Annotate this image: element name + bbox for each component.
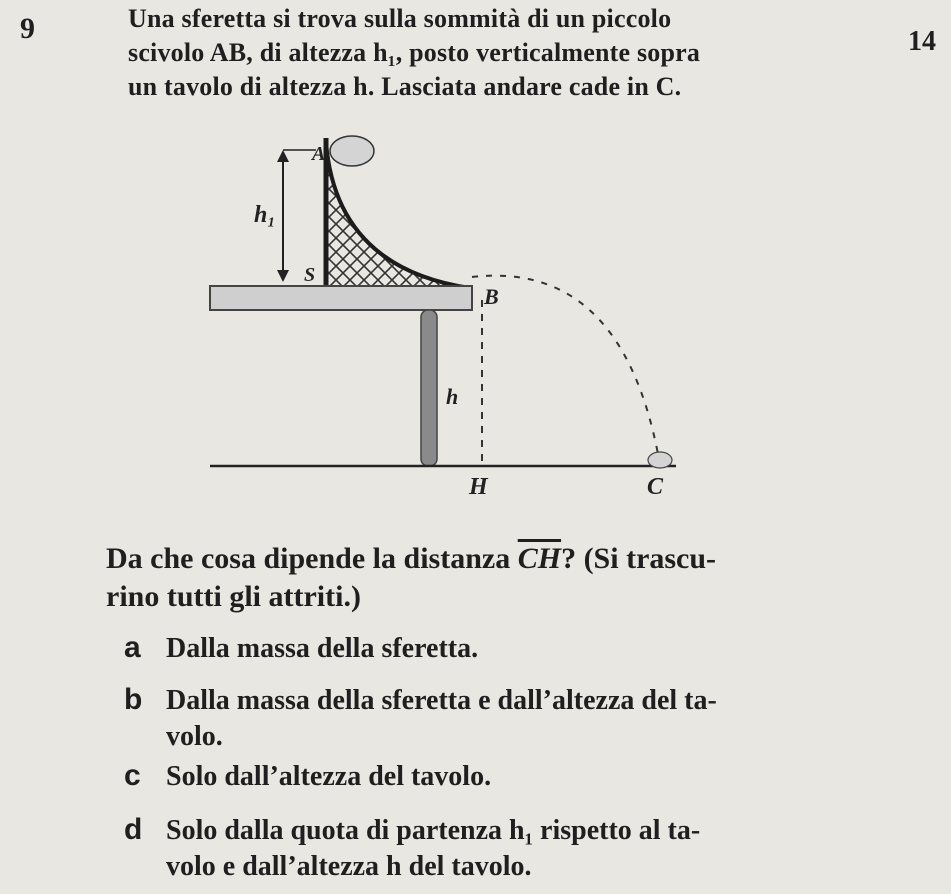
label-S: S (304, 264, 316, 286)
option-a-letter: a (124, 631, 141, 664)
option-a[interactable] (124, 630, 478, 667)
question-line-1 (106, 540, 866, 578)
option-c-text: Solo dall’altezza del tavolo. (166, 761, 492, 792)
question-line-1-start: Da che cosa dipende la distanza (106, 542, 518, 575)
option-d-text-1: Solo dalla quota di partenza h₁ rispetto al ta- (166, 815, 701, 846)
option-c-letter: c (124, 759, 141, 792)
label-h: h (446, 384, 459, 409)
question-line-1-end: ? (Si trascu- (561, 542, 717, 575)
intro-line-3: un tavolo di altezza h. Lasciata andare cade in C. (128, 72, 682, 101)
option-a-text: Dalla massa della sferetta. (166, 633, 479, 664)
option-c[interactable] (124, 758, 491, 795)
sphere-landed (648, 452, 672, 468)
table-top (210, 286, 472, 310)
exercise-score: 14 (908, 26, 936, 57)
option-d-letter: d (124, 813, 143, 846)
label-B: B (484, 284, 499, 309)
label-A: A (312, 143, 326, 165)
option-d[interactable] (124, 812, 700, 885)
table-leg (421, 310, 437, 466)
question-text (106, 540, 866, 616)
option-b-letter: b (124, 683, 143, 716)
option-b-text-1: Dalla massa della sferetta e dall’altezza del ta- (166, 685, 717, 716)
option-d-text-2: volo e dall’altezza h del tavolo. (166, 851, 532, 882)
label-H: H (469, 474, 488, 500)
sphere (330, 136, 374, 166)
option-b[interactable] (124, 682, 717, 755)
intro-line-1: Una sferetta si trova sulla sommità di un piccolo (128, 4, 672, 33)
intro-line-2: scivolo AB, di altezza h₁, posto verticalmente sopra (128, 38, 701, 67)
exercise-number: 9 (20, 12, 35, 45)
h1-dimension-arrow (277, 150, 316, 282)
label-C: C (647, 474, 664, 500)
segment-CH: $\overline{CH}$ (517, 542, 562, 575)
question-line-2: rino tutti gli attriti.) (106, 580, 361, 613)
option-b-text-2: volo. (166, 721, 223, 752)
trajectory-path (472, 276, 658, 454)
label-h1: h₁ (254, 202, 276, 228)
